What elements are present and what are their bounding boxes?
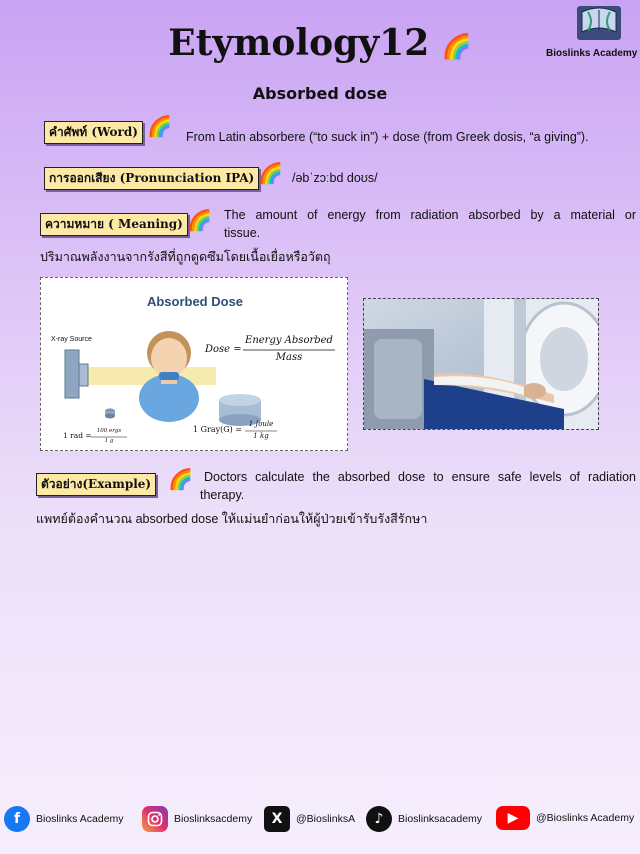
footer-instagram[interactable] <box>142 806 252 832</box>
dose-formula-lhs: Dose = <box>205 344 242 355</box>
footer-x[interactable] <box>264 806 355 832</box>
x-handle: @BioslinksA <box>296 813 356 825</box>
brand-name: Bioslinks Academy <box>546 48 638 59</box>
x-icon: X <box>264 806 290 832</box>
facebook-icon: f <box>4 806 30 832</box>
footer-youtube[interactable] <box>496 806 634 830</box>
gray-formula-numerator: 1 Joule <box>248 420 274 428</box>
youtube-handle: @Bioslinks Academy <box>536 812 635 824</box>
social-footer <box>0 806 640 836</box>
rad-formula-numerator: 100 ergs <box>96 428 122 434</box>
meaning-text-line1: The amount of energy from radiation absorbed by a material or <box>224 208 636 222</box>
meaning-text-line2: tissue. <box>224 226 261 240</box>
bioslinks-logo-icon <box>574 2 624 44</box>
absorbed-dose-diagram <box>40 277 348 451</box>
dose-formula-numerator: Energy Absorbed <box>245 335 333 346</box>
rainbow-icon: 🌈 <box>168 467 193 491</box>
radiation-therapy-photo <box>363 298 599 430</box>
word-origin-text: From Latin absorbere (“to suck in”) + dose (from Greek dosis, “a giving”). <box>186 130 589 144</box>
subtitle: Absorbed dose <box>252 84 388 103</box>
diagram-title: Absorbed Dose <box>146 294 244 309</box>
rainbow-icon: 🌈 <box>187 208 212 232</box>
example-text-line1: Doctors calculate the absorbed dose to ensure safe levels of radiation <box>204 470 636 484</box>
example-label: ตัวอย่าง(Example) <box>36 473 156 496</box>
meaning-label: ความหมาย ( Meaning) <box>40 213 188 236</box>
example-text-line2: therapy. <box>200 488 245 502</box>
rad-formula-denominator: 1 g <box>104 438 114 444</box>
radiation-therapy-photo-graphic <box>364 299 599 430</box>
page-title-text: Etymology12 <box>168 22 430 64</box>
example-thai-text: แพทย์ต้องคำนวณ absorbed dose ให้แม่นยำก่อนให้ผู้ป่วยเข้ารับรังสีรักษา <box>36 512 428 526</box>
meaning-thai-text: ปริมาณพลังงานจากรังสีที่ถูกดูดซึมโดยเนื้อเยื่อหรือวัตถุ <box>40 250 331 264</box>
facebook-handle: Bioslinks Academy <box>36 813 124 825</box>
pronunciation-label: การออกเสียง (Pronunciation IPA) <box>44 167 259 190</box>
tiktok-handle: Bioslinksacademy <box>398 813 483 825</box>
pronunciation-text: /əbˈzɔːbd doʊs/ <box>292 171 378 185</box>
youtube-icon: ▶ <box>496 806 530 830</box>
footer-tiktok[interactable] <box>366 806 482 832</box>
word-label: คำศัพท์ (Word) <box>44 121 143 144</box>
instagram-icon <box>142 806 168 832</box>
rainbow-icon: 🌈 <box>258 161 283 185</box>
tiktok-icon: ♪ <box>366 806 392 832</box>
rainbow-icon: 🌈 <box>147 114 172 138</box>
instagram-handle: Bioslinksacdemy <box>174 813 253 825</box>
dose-formula-denominator: Mass <box>275 352 303 363</box>
xray-source-label: X-ray Source <box>51 336 92 343</box>
gray-formula-denominator: 1 kg <box>253 432 269 440</box>
page-title <box>0 22 640 64</box>
footer-facebook[interactable] <box>4 806 124 832</box>
rainbow-icon: 🌈 <box>441 31 472 61</box>
gray-formula-lhs: 1 Gray(G) = <box>193 425 243 434</box>
rad-formula-lhs: 1 rad = <box>63 431 92 440</box>
